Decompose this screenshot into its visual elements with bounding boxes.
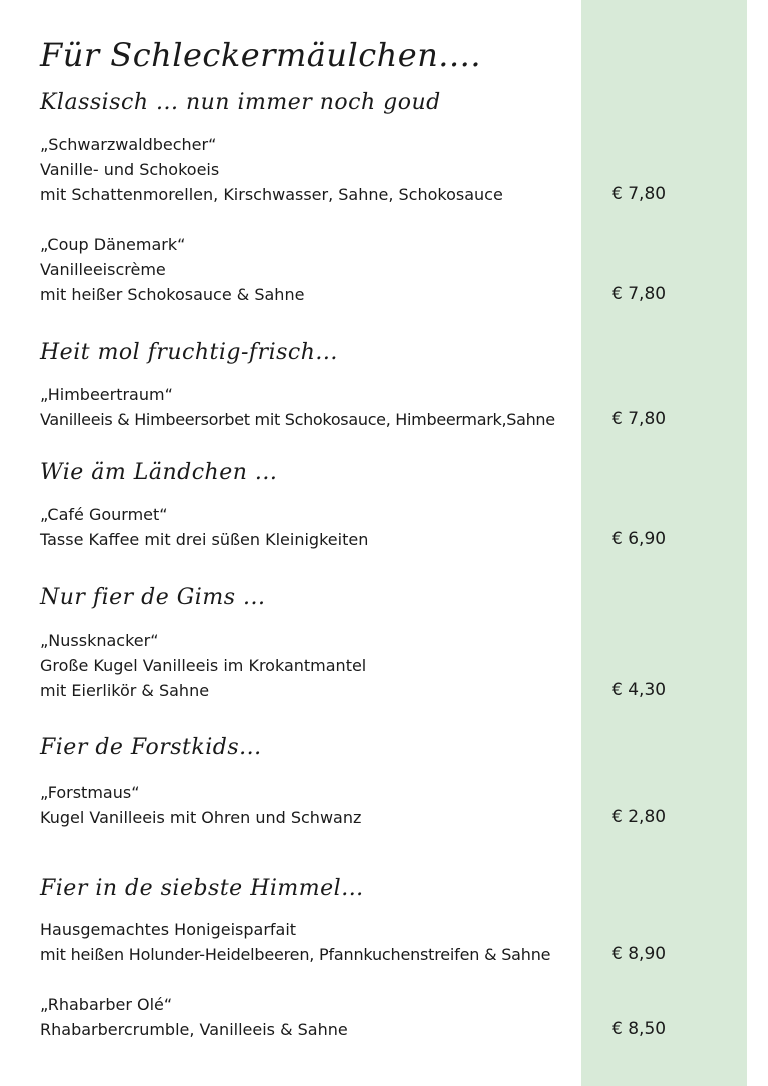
item-description-line: mit Eierlikör & Sahne [40, 681, 210, 700]
item-name-himbeertraum: „Himbeertraum“ [40, 385, 173, 404]
item-description-line: Vanilleeis & Himbeersorbet mit Schokosauce, Himbeermark,Sahne [40, 410, 555, 429]
section-heading-himmel: Fier in de siebste Himmel... [40, 876, 364, 901]
item-price-forstmaus: € 2,80 [612, 807, 667, 827]
item-description-line: Kugel Vanilleeis mit Ohren und Schwanz [40, 808, 362, 827]
item-description-line: mit heißen Holunder-Heidelbeeren, Pfannkuchenstreifen & Sahne [40, 945, 551, 964]
section-heading-fruchtig: Heit mol fruchtig-frisch... [40, 340, 338, 365]
item-description-line: Vanille- und Schokoeis [40, 160, 220, 179]
section-heading-klassisch: Klassisch ... nun immer noch goud [40, 90, 441, 115]
item-description-line: Große Kugel Vanilleeis im Krokantmantel [40, 656, 367, 675]
item-price-himbeertraum: € 7,80 [612, 409, 667, 429]
item-price-rhabarber-ole: € 8,50 [612, 1019, 667, 1039]
section-heading-forstkids: Fier de Forstkids... [40, 735, 262, 760]
section-heading-laendchen: Wie äm Ländchen ... [40, 460, 278, 485]
item-price-nussknacker: € 4,30 [612, 680, 667, 700]
item-name-schwarzwaldbecher: „Schwarzwaldbecher“ [40, 135, 217, 154]
section-heading-gims: Nur fier de Gims ... [40, 585, 266, 610]
item-description-line: Tasse Kaffee mit drei süßen Kleinigkeiten [40, 530, 369, 549]
item-name-coup-daenemark: „Coup Dänemark“ [40, 235, 186, 254]
item-price-cafe-gourmet: € 6,90 [612, 529, 667, 549]
item-name-rhabarber-ole: „Rhabarber Olé“ [40, 995, 173, 1014]
item-price-honigeisparfait: € 8,90 [612, 944, 667, 964]
item-description-line: mit Schattenmorellen, Kirschwasser, Sahne, Schokosauce [40, 185, 503, 204]
menu-title: Für Schleckermäulchen.... [40, 36, 481, 74]
item-description-line: Vanilleeiscrème [40, 260, 166, 279]
item-description-line: mit heißer Schokosauce & Sahne [40, 285, 305, 304]
item-name-nussknacker: „Nussknacker“ [40, 631, 159, 650]
item-description-line: Rhabarbercrumble, Vanilleeis & Sahne [40, 1020, 348, 1039]
item-price-coup-daenemark: € 7,80 [612, 284, 667, 304]
item-price-schwarzwaldbecher: € 7,80 [612, 184, 667, 204]
item-name-honigeisparfait: Hausgemachtes Honigeisparfait [40, 920, 297, 939]
item-name-cafe-gourmet: „Café Gourmet“ [40, 505, 168, 524]
item-name-forstmaus: „Forstmaus“ [40, 783, 140, 802]
